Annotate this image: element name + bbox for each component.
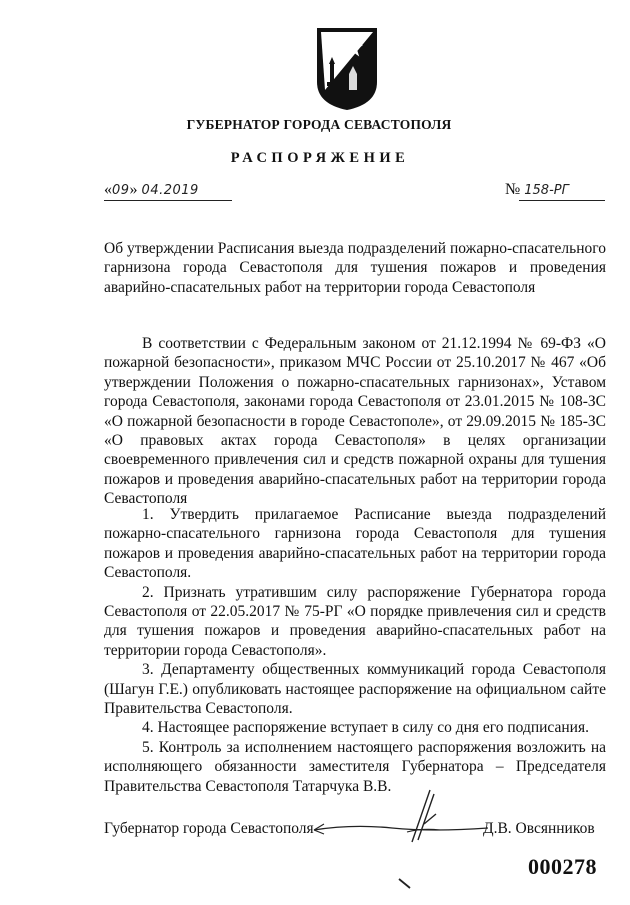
number-sign: № <box>505 181 521 198</box>
date-open-quote: « <box>104 181 112 198</box>
date-close-quote: » <box>129 181 138 198</box>
preamble-paragraph: В соответствии с Федеральным законом от 21.12.1994 № 69-ФЗ «О пожарной безопасности», приказом МЧС России от 25.10.2017 № 467 «Об утверждении Положения о пожарно-спасательных гарнизонах», Уставом города Севастополя, законами города Севастополя от 23.01.2015 № 108-ЗС «О пожарной безопасности в городе Севастополе», от 29.09.2015 № 185-ЗС «О правовых актах города Севастополя» в целях организации своевременного привлечения сил и средств пожарной охраны для тушения пожаров и проведения аварийно-спасательных работ на территории города Севастополя <box>104 335 606 508</box>
order-item-4: 4. Настоящее распоряжение вступает в силу со дня его подписания. <box>142 719 589 737</box>
number-value: 158-РГ <box>524 183 569 198</box>
order-item-2: 2. Признать утратившим силу распоряжение Губернатора города Севастополя от 22.05.2017 № 75-РГ «О порядке привлечения сил и средств для тушения пожаров и проведения аварийно-спасательных работ на территории города Севастополя». <box>104 583 606 659</box>
signatory-title: Губернатор города Севастополя <box>104 820 314 837</box>
document-number <box>505 181 605 203</box>
date-day: 09 <box>112 183 130 198</box>
order-items <box>104 505 606 796</box>
date-month-year: 04.2019 <box>141 183 199 198</box>
order-item-5: 5. Контроль за исполнением настоящего распоряжения возложить на исполняющего обязанности заместителя Губернатора – Председателя Правительства Севастополя Татарчука В.В. <box>104 738 606 795</box>
number-underline <box>519 200 605 201</box>
handwritten-signature <box>312 784 492 844</box>
signatory-name: Д.В. Овсянников <box>483 820 595 837</box>
issuing-authority: ГУБЕРНАТОР ГОРОДА СЕВАСТОПОЛЯ <box>186 117 452 132</box>
sevastopol-coat-of-arms-icon <box>313 24 381 112</box>
date-underline <box>104 200 232 201</box>
order-item-3: 3. Департаменту общественных коммуникаций города Севастополя (Шагун Г.Е.) опубликовать настоящее распоряжение на официальном сайте Правительства Севастополя. <box>104 661 606 718</box>
registration-number: 000278 <box>528 854 597 879</box>
document-type: РАСПОРЯЖЕНИЕ <box>230 150 410 166</box>
pen-mark <box>398 876 412 890</box>
document-subject: Об утверждении Расписания выезда подразделений пожарно-спасательного гарнизона города Севастополя для тушения пожаров и проведения аварийно-спасательных работ на территории города Севастополя <box>104 240 606 296</box>
document-date <box>104 181 232 203</box>
order-item-1: 1. Утвердить прилагаемое Расписание выезда подразделений пожарно-спасательного гарнизона города Севастополя для тушения пожаров и проведения аварийно-спасательных работ на территории города Севастополя. <box>104 506 606 582</box>
